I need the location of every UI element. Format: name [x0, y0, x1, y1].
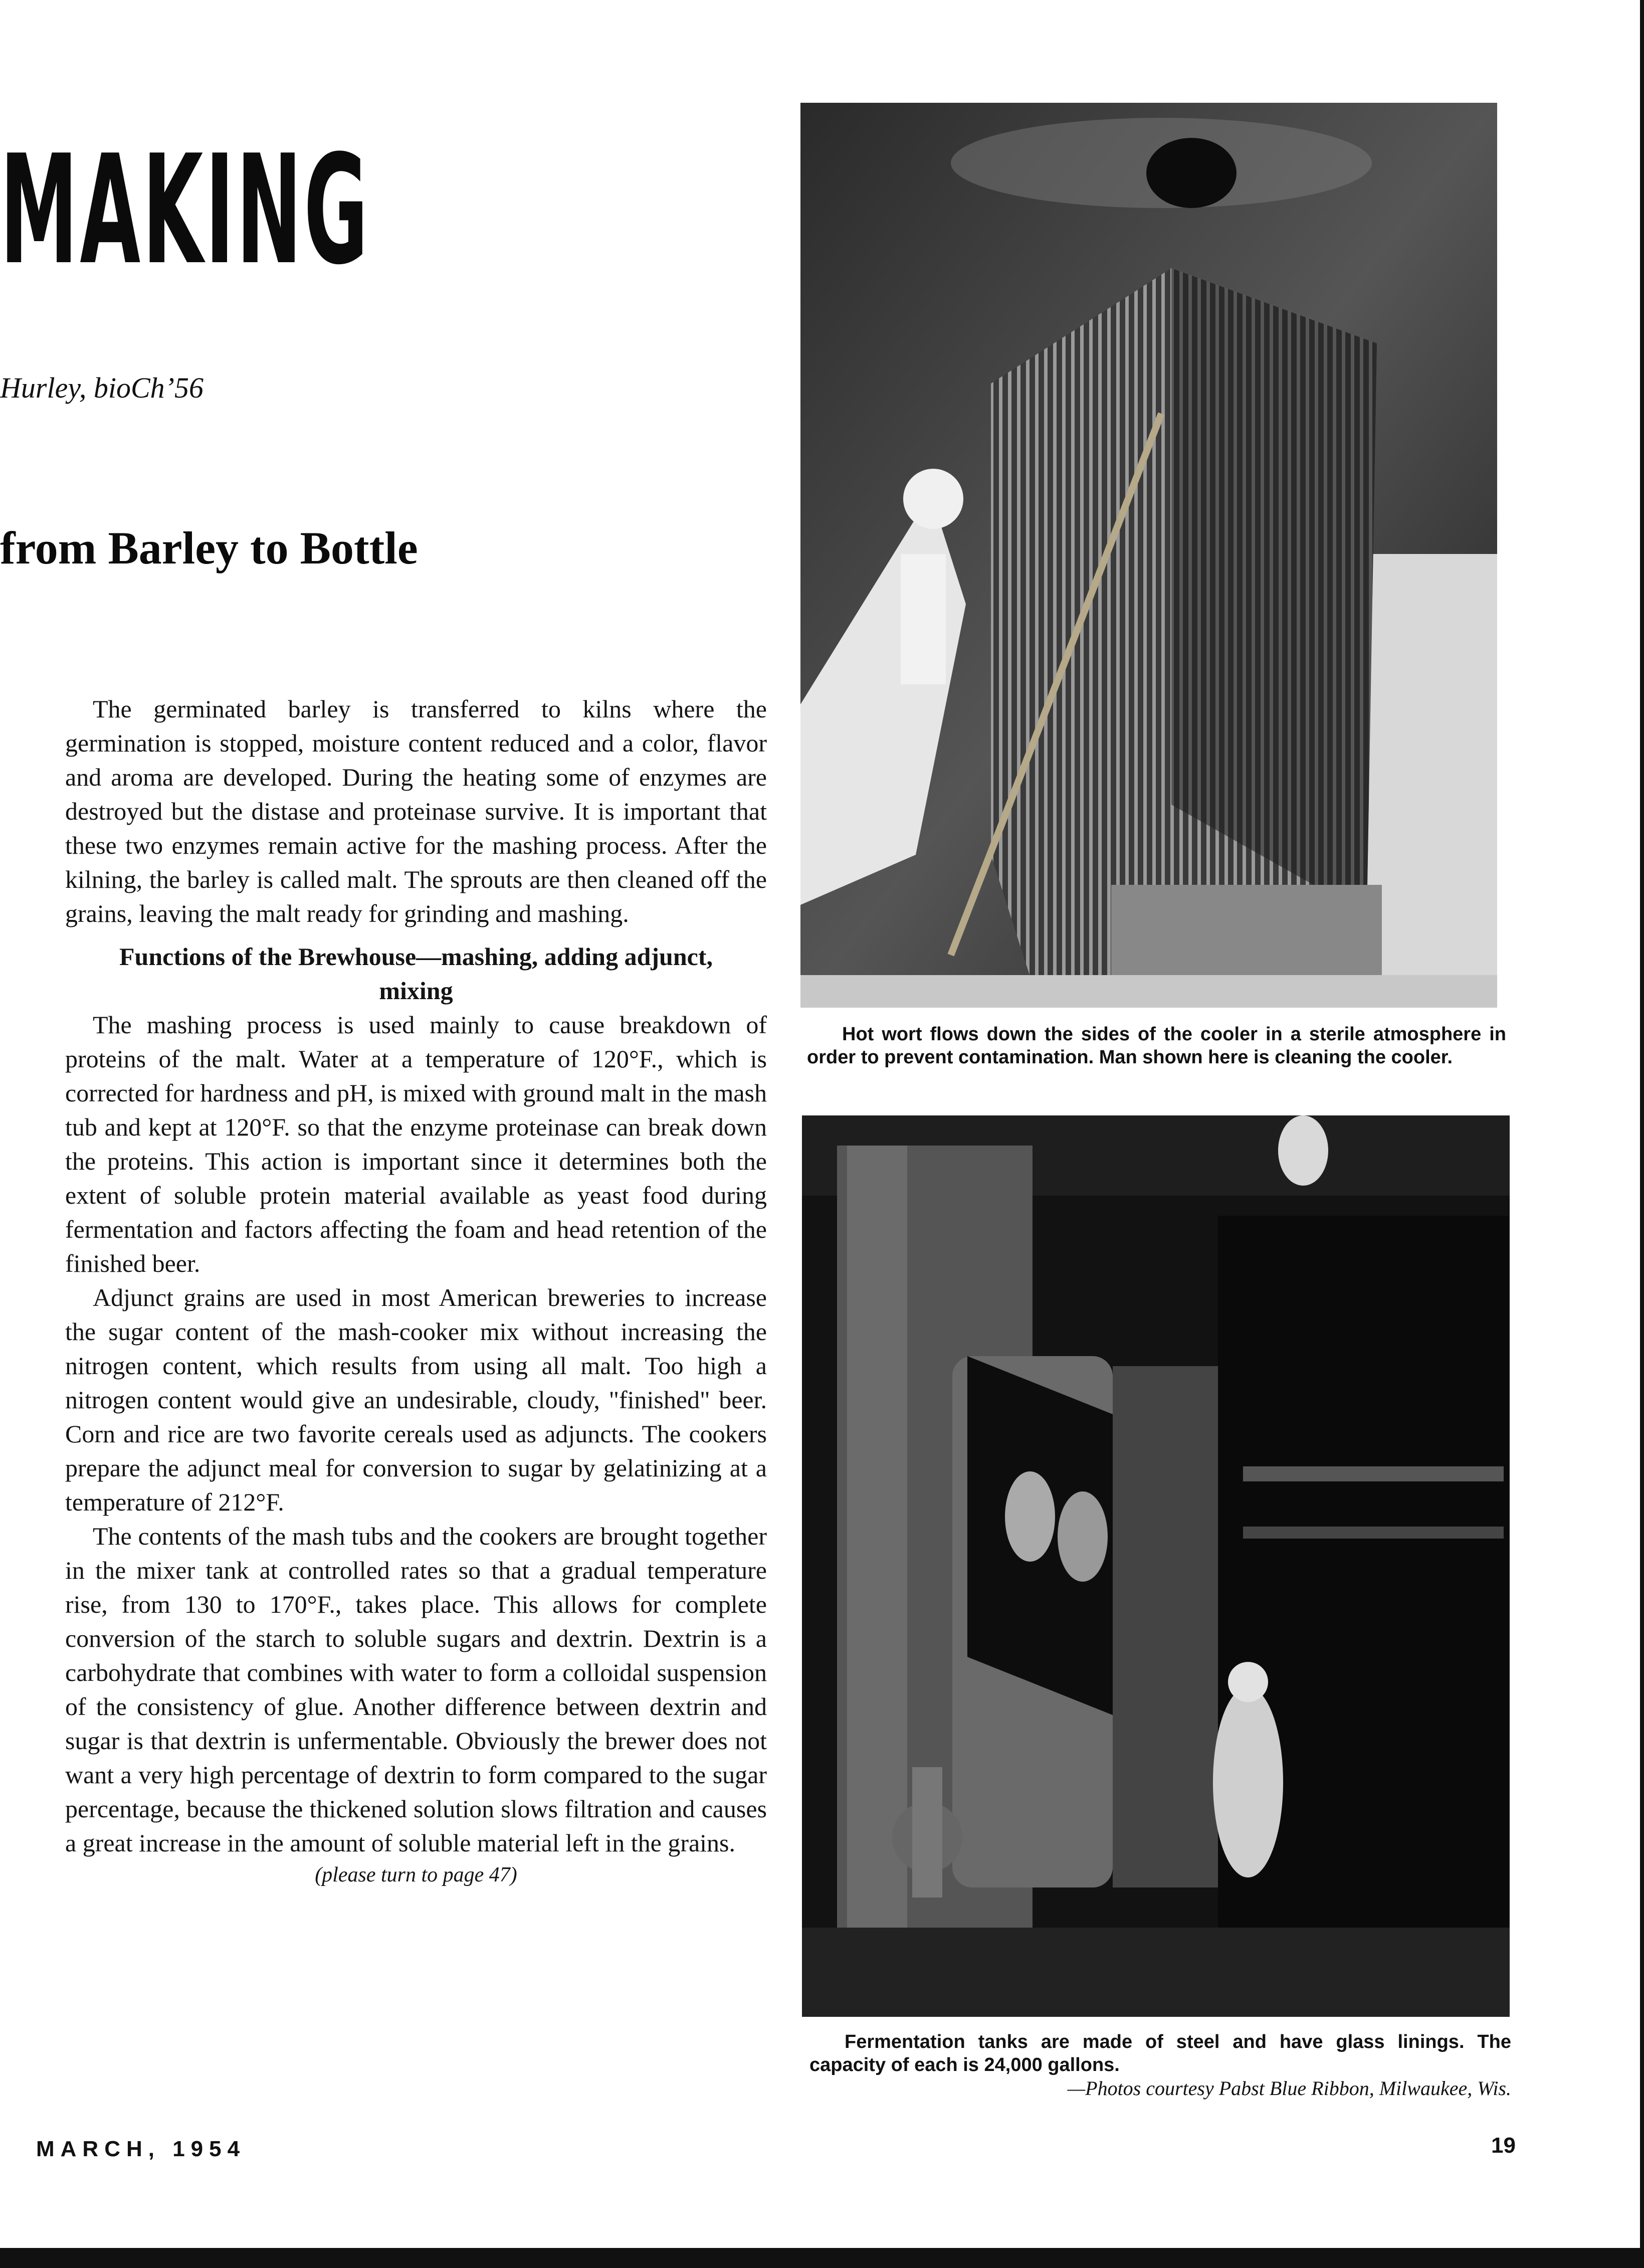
- body-paragraph-mashing: The mashing process is used mainly to cause breakdown of proteins of the malt. Water at a temperature of 120°F., which is corrected for hardness and pH, is mixed with ground malt in the mash tub and kept at 120°F. so that the enzyme proteinase can break down the proteins. This action is important since it determines both the extent of soluble protein material available as yeast food during fermentation and factors affecting the foam and head retention of the finished beer.: [65, 1011, 767, 1277]
- tanks-photo-caption: Fermentation tanks are made of steel and have glass linings. The capacity of each is 24,000 gallons.: [809, 2031, 1511, 2075]
- issue-date: MARCH, 1954: [36, 2137, 246, 2161]
- body-paragraph-mixer: The contents of the mash tubs and the cookers are brought together in the mixer tank at controlled rates so that a gradual temperature rise, from 130 to 170°F., takes place. This allows for complete conversion of the starch to soluble sugars and dextrin. Dextrin is a carbohydrate that combines with water to form a colloidal suspension of the consistency of glue. Another difference between dextrin and sugar is that dextrin is unfermentable. Obviously the brewer does not want a very high percentage of dextrin to form compared to the sugar percentage, because the thickened solution slows filtration and causes a great increase in the amount of soluble material left in the grains.: [65, 1522, 767, 1857]
- fermentation-tanks-photo: [802, 1115, 1510, 2017]
- article-subtitle: from Barley to Bottle: [0, 522, 418, 574]
- body-paragraph-adjunct: Adjunct grains are used in most American breweries to increase the sugar content of the mash-cooker mix without increasing the nitrogen content, which results from using all malt. Too high a nitrogen content would give an undesirable, cloudy, "finished" beer. Corn and rice are two favorite cereals used as adjuncts. The cookers prepare the adjunct meal for conversion to sugar by gelatinizing at a temperature of 212°F.: [65, 1283, 767, 1516]
- cooler-photo: [800, 103, 1497, 1008]
- page-bottom-edge: [0, 2248, 1644, 2268]
- page-number: 19: [1491, 2133, 1516, 2158]
- page-edge-rule: [1640, 0, 1644, 2268]
- author-byline: Hurley, bioCh’56: [0, 371, 203, 404]
- photo-credit: —Photos courtesy Pabst Blue Ribbon, Milwaukee, Wis.: [1067, 2077, 1511, 2100]
- article-body: [65, 692, 767, 1890]
- article-title: MAKING: [0, 123, 370, 298]
- cooler-photo-caption: Hot wort flows down the sides of the cooler in a sterile atmosphere in order to prevent contamination. Man shown here is cleaning the cooler.: [807, 1024, 1506, 1068]
- body-paragraph-kilning: The germinated barley is transferred to kilns where the germination is stopped, moisture content reduced and a color, flavor and aroma are developed. During the heating some of enzymes are destroyed but the distase and proteinase survive. It is important that these two enzymes remain active for the mashing process. After the kilning, the barley is called malt. The sprouts are then cleaned off the grains, leaving the malt ready for grinding and mashing.: [65, 695, 767, 927]
- section-heading-brewhouse: Functions of the Brewhouse—mashing, adding adjunct, mixing: [119, 942, 713, 1005]
- continued-notice: (please turn to page 47): [315, 1863, 517, 1886]
